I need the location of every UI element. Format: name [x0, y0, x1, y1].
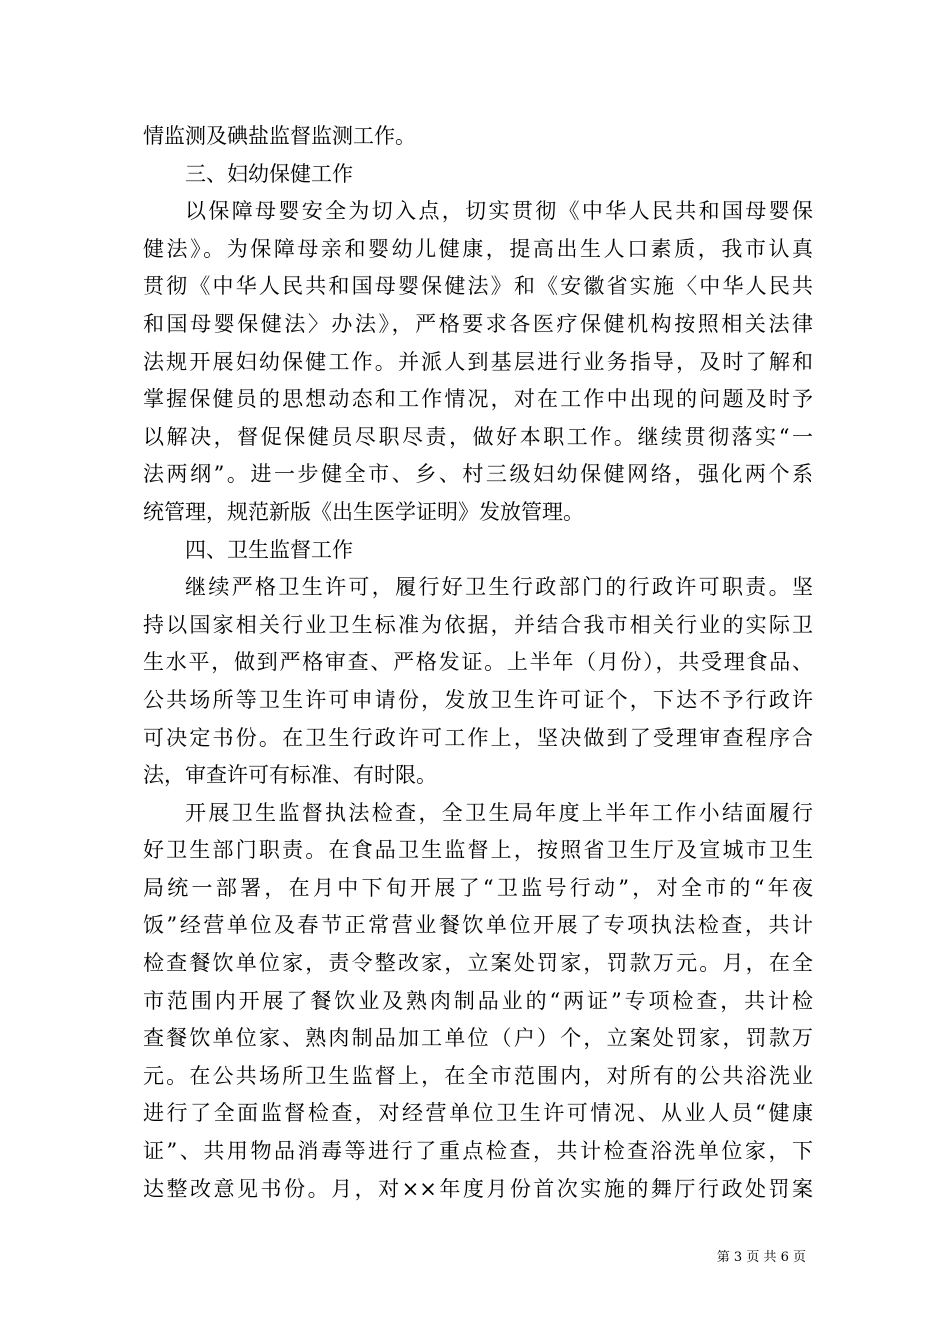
paragraph-line: 法，审查许可有标准、有时限。 [143, 763, 437, 788]
paragraph-line: 继续严格卫生许可，履行好卫生行政部门的行政许可职责。坚 [185, 575, 813, 600]
paragraph-line: 查餐饮单位家、熟肉制品加工单位（户）个，立案处罚家，罚款万 [143, 1026, 813, 1051]
paragraph-line: 和国母婴保健法〉办法》，严格要求各医疗保健机构按照相关法律 [143, 311, 813, 336]
paragraph-line: 掌握保健员的思想动态和工作情况，对在工作中出现的问题及时予 [143, 387, 813, 412]
paragraph-line: 好卫生部门职责。在食品卫生监督上，按照省卫生厅及宣城市卫生 [143, 838, 813, 863]
paragraph-line: 局统一部署，在月中下旬开展了“卫监号行动”，对全市的“年夜 [143, 875, 813, 900]
section-heading-health-supervision: 四、卫生监督工作 [185, 537, 353, 562]
paragraph-line: 公共场所等卫生许可申请份，发放卫生许可证个，下达不予行政许 [143, 687, 813, 712]
paragraph-line: 法两纲”。进一步健全市、乡、村三级妇幼保健网络，强化两个系 [143, 462, 813, 487]
body-text [143, 118, 813, 1208]
paragraph-line: 生水平，做到严格审查、严格发证。上半年（月份），共受理食品、 [143, 650, 813, 675]
paragraph-line: 统管理，规范新版《出生医学证明》发放管理。 [143, 499, 584, 524]
paragraph-line: 进行了全面监督检查，对经营单位卫生许可情况、从业人员“健康 [143, 1101, 813, 1126]
paragraph-line: 证”、共用物品消毒等进行了重点检查，共计检查浴洗单位家，下 [143, 1139, 813, 1164]
paragraph-line: 市范围内开展了餐饮业及熟肉制品业的“两证”专项检查，共计检 [143, 988, 813, 1013]
paragraph-line: 健法》。为保障母亲和婴幼儿健康，提高出生人口素质，我市认真 [143, 236, 813, 261]
paragraph-line: 元。在公共场所卫生监督上，在全市范围内，对所有的公共浴洗业 [143, 1063, 813, 1088]
paragraph-line: 开展卫生监督执法检查，全卫生局年度上半年工作小结面履行 [185, 800, 813, 825]
section-heading-maternal-child-health: 三、妇幼保健工作 [185, 161, 353, 186]
paragraph-line: 贯彻《中华人民共和国母婴保健法》和《安徽省实施〈中华人民共 [143, 274, 813, 299]
paragraph-line: 法规开展妇幼保健工作。并派人到基层进行业务指导，及时了解和 [143, 349, 813, 374]
paragraph-line: 以解决，督促保健员尽职尽责，做好本职工作。继续贯彻落实“一 [143, 424, 813, 449]
paragraph-line: 以保障母婴安全为切入点，切实贯彻《中华人民共和国母婴保 [185, 199, 813, 224]
paragraph-line: 可决定书份。在卫生行政许可工作上，坚决做到了受理审查程序合 [143, 725, 813, 750]
paragraph-line: 情监测及碘盐监督监测工作。 [143, 124, 416, 148]
paragraph-line: 达整改意见书份。月，对××年度月份首次实施的舞厅行政处罚案 [143, 1176, 813, 1201]
paragraph-line: 饭”经营单位及春节正常营业餐饮单位开展了专项执法检查，共计 [143, 913, 813, 938]
paragraph-line: 检查餐饮单位家，责令整改家，立案处罚家，罚款万元。月，在全 [143, 951, 813, 976]
paragraph-line: 持以国家相关行业卫生标准为依据，并结合我市相关行业的实际卫 [143, 612, 813, 637]
page-number: 第 3 页 共 6 页 [716, 1250, 806, 1265]
